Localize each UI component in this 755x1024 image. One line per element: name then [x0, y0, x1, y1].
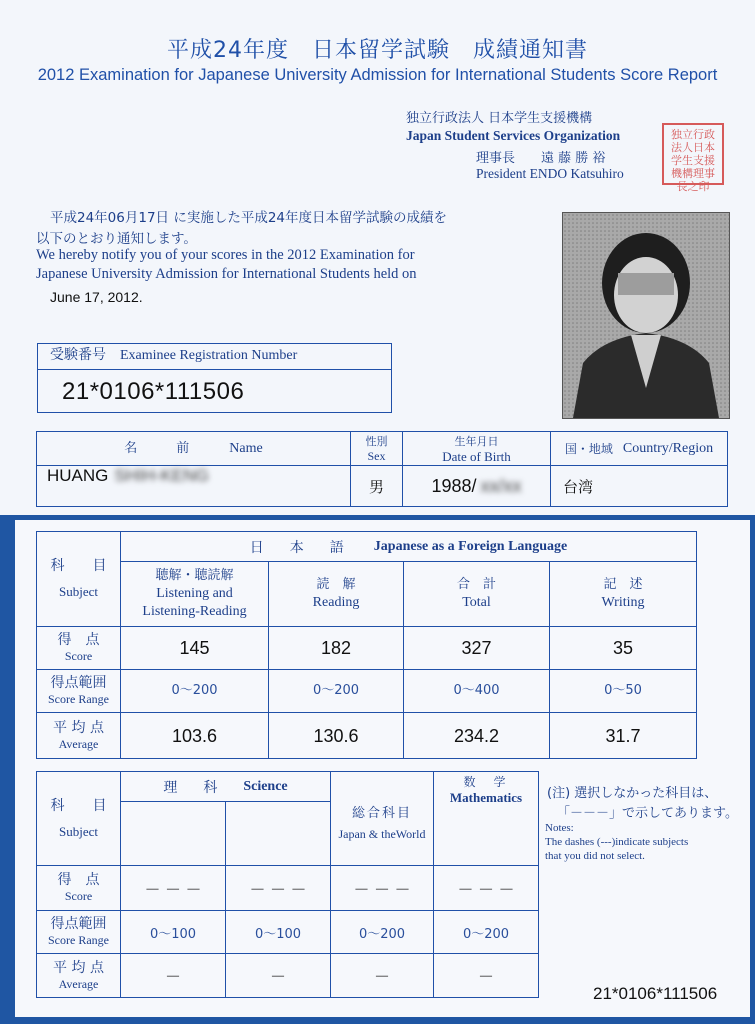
dob-value-cell — [403, 466, 551, 506]
registration-box — [37, 343, 392, 413]
other-score-label-jp: 得 点 — [57, 872, 100, 888]
country-header — [551, 432, 727, 466]
other-average-cell — [331, 954, 434, 997]
jfl-subject-label-en: Subject — [59, 584, 98, 599]
footer-registration-number: 21*0106*111506 — [593, 984, 718, 1003]
name-header — [37, 432, 351, 466]
sex-header — [351, 432, 403, 466]
other-range-label-en: Score Range — [48, 933, 109, 947]
jfl-score-value: 182 — [320, 638, 352, 658]
other-score-value: － － － — [144, 881, 202, 899]
dob-label-jp: 生年月日 — [454, 434, 499, 448]
registration-label: 受験番号 Examinee Registration Number — [38, 344, 391, 370]
science-label-jp: 理 科 — [163, 779, 224, 796]
other-avg-row-label — [37, 954, 121, 997]
jfl-average-cell — [550, 713, 696, 758]
other-average-value: － — [373, 969, 390, 986]
note-en-line3: that you did not select. — [545, 850, 645, 862]
official-seal: 独立行政法人日本学生支援機構理事長之印 — [662, 123, 724, 185]
jfl-average-value: 130.6 — [313, 725, 359, 746]
sex-value-cell — [351, 466, 403, 506]
jfl-col-label-en1: Writing — [601, 595, 645, 610]
jfl-score-value: 35 — [612, 638, 634, 658]
applicant-photo-image — [563, 213, 729, 418]
jfl-header-jp: 日 本 語 — [249, 539, 350, 556]
japan-world-label-jp: 総合科目 — [351, 805, 412, 821]
jfl-score-cell — [550, 627, 696, 670]
dob-header — [403, 432, 551, 466]
other-range-label-jp: 得点範囲 — [50, 916, 107, 932]
jfl-score-label-jp: 得 点 — [57, 632, 100, 648]
jfl-avg-row-label — [37, 713, 121, 758]
jfl-header-en: Japanese as a Foreign Language — [373, 538, 568, 554]
jfl-column-header — [121, 562, 269, 627]
jfl-col-label-en2: Listening-Reading — [142, 604, 247, 619]
jfl-range-value: 0～400 — [453, 683, 500, 698]
jfl-score-value: 145 — [179, 638, 210, 658]
other-score-value: － － － — [457, 881, 515, 899]
jfl-col-label-jp: 聴解・聴読解 — [155, 568, 234, 583]
science-header — [121, 772, 331, 802]
jfl-column-header — [404, 562, 550, 627]
jfl-score-cell — [121, 627, 269, 670]
jfl-col-label-en1: Reading — [312, 595, 360, 610]
note-en-line2: The dashes (---)indicate subjects — [545, 836, 689, 848]
note-en-line1: Notes: — [545, 822, 574, 834]
other-average-cell — [434, 954, 538, 997]
jfl-average-value: 31.7 — [605, 725, 641, 746]
jfl-col-label-en1: Listening and — [156, 586, 233, 601]
science-label-en: Science — [243, 778, 288, 794]
other-average-value: － — [269, 969, 286, 986]
dob-value-hidden: xx/xx — [480, 475, 522, 496]
jfl-col-label-jp: 合 計 — [456, 577, 496, 592]
other-range-cell — [434, 911, 538, 954]
document-title-en: 2012 Examination for Japanese University Admission for International Students Score Report — [37, 66, 718, 84]
other-average-value: － — [477, 969, 494, 986]
jfl-range-cell — [121, 670, 269, 713]
document-title-jp: 平成24年度 日本留学試験 成績通知書 — [167, 38, 588, 63]
jfl-column-header — [269, 562, 404, 627]
jfl-col-label-jp: 記 述 — [603, 577, 643, 592]
jfl-score-cell — [404, 627, 550, 670]
jfl-range-cell — [269, 670, 404, 713]
jfl-avg-label-en: Average — [58, 736, 99, 751]
org-name-jp: 独立行政法人 日本学生支援機構 — [406, 111, 593, 126]
other-subject-label-en: Subject — [59, 823, 98, 839]
org-name-en: Japan Student Services Organization — [406, 128, 621, 143]
jfl-range-cell — [550, 670, 696, 713]
note-jp-line2: 「－－－」で示してあります。 — [557, 806, 738, 821]
jfl-range-cell — [404, 670, 550, 713]
name-value: HUANG — [47, 466, 109, 485]
personal-info-table — [36, 431, 728, 507]
jfl-range-label-en: Score Range — [48, 692, 109, 706]
other-score-value: － － － — [249, 881, 307, 899]
other-subjects-table — [36, 771, 539, 998]
president-jp: 理事長 遠 藤 勝 裕 — [476, 151, 606, 166]
notice-en-line1: We hereby notify you of your scores in the 2012 Examination for — [36, 247, 415, 263]
name-value-cell — [37, 466, 351, 506]
japan-world-label-en: Japan & theWorld — [338, 826, 426, 841]
other-range-value: 0～200 — [358, 926, 406, 942]
jfl-col-label-jp: 読 解 — [316, 577, 356, 592]
other-range-value: 0～100 — [254, 926, 302, 942]
other-range-cell — [226, 911, 331, 954]
country-label-en: Country/Region — [622, 440, 714, 456]
japan-world-header — [331, 772, 434, 866]
jfl-col-label-en1: Total — [462, 595, 491, 610]
other-score-cell — [434, 866, 538, 911]
country-value-cell — [551, 466, 727, 506]
other-avg-label-jp: 平 均 点 — [53, 959, 104, 976]
jfl-range-value: 0～50 — [604, 683, 642, 698]
other-average-cell — [226, 954, 331, 997]
jfl-score-table — [36, 531, 697, 759]
jfl-score-label-en: Score — [64, 649, 93, 663]
other-range-cell — [121, 911, 226, 954]
name-label-jp: 名 前 — [124, 440, 190, 456]
jfl-average-value: 103.6 — [171, 725, 218, 746]
other-average-value: － — [164, 969, 181, 986]
other-range-value: 0～100 — [149, 926, 197, 942]
other-score-row-label — [37, 866, 121, 911]
jfl-average-cell — [404, 713, 550, 758]
name-label-en: Name — [229, 440, 263, 456]
dob-label-en: Date of Birth — [442, 448, 511, 464]
exam-date: June 17, 2012. — [50, 289, 143, 305]
science-subject-2 — [226, 802, 331, 866]
president-en: President ENDO Katsuhiro — [476, 166, 624, 181]
jfl-average-cell — [269, 713, 404, 758]
math-header — [434, 772, 538, 866]
note-jp-line1: (注) 選択しなかった科目は、 — [547, 786, 718, 801]
notice-jp-line2: 以下のとおり通知します。 — [36, 231, 197, 247]
jfl-subject-label-jp: 科 目 — [50, 558, 107, 574]
jfl-score-value: 327 — [461, 638, 492, 658]
jfl-average-cell — [121, 713, 269, 758]
applicant-photo — [562, 212, 730, 419]
sex-label-en: Sex — [367, 448, 386, 463]
jfl-range-label-jp: 得点範囲 — [50, 675, 107, 691]
dob-value: 1988/ — [431, 475, 477, 496]
other-score-label-en: Score — [64, 889, 93, 903]
math-label-jp: 数 学 — [463, 775, 509, 789]
other-subject-header — [37, 772, 121, 866]
notice-jp-line1: 平成24年06月17日 に実施した平成24年度日本留学試験の成績を — [50, 210, 448, 226]
other-avg-label-en: Average — [58, 976, 99, 991]
jfl-header — [121, 532, 696, 562]
jfl-avg-label-jp: 平 均 点 — [53, 719, 104, 736]
other-score-cell — [226, 866, 331, 911]
country-value: 台湾 — [563, 477, 594, 496]
country-label-jp: 国・地域 — [564, 442, 613, 456]
other-subject-label-jp: 科 目 — [50, 797, 107, 814]
other-score-value: － － － — [353, 881, 411, 899]
jfl-score-row-label — [37, 627, 121, 670]
sex-value: 男 — [368, 477, 384, 496]
other-range-value: 0～200 — [462, 926, 510, 942]
name-value-hidden: SHIH-KENG — [114, 466, 209, 485]
science-subject-1 — [121, 802, 226, 866]
other-score-cell — [121, 866, 226, 911]
jfl-column-header — [550, 562, 696, 627]
jfl-score-cell — [269, 627, 404, 670]
other-range-cell — [331, 911, 434, 954]
registration-number: 21*0106*111506 — [62, 378, 245, 405]
other-score-cell — [331, 866, 434, 911]
jfl-range-value: 0～200 — [171, 683, 218, 698]
jfl-subject-header — [37, 532, 121, 627]
jfl-average-value: 234.2 — [453, 725, 500, 746]
jfl-range-row-label — [37, 670, 121, 713]
sex-label-jp: 性別 — [365, 434, 388, 448]
other-average-cell — [121, 954, 226, 997]
math-label-en: Mathematics — [449, 790, 523, 805]
jfl-range-value: 0～200 — [312, 683, 360, 698]
notice-en-line2: Japanese University Admission for International Students held on — [36, 266, 417, 282]
other-range-row-label — [37, 911, 121, 954]
